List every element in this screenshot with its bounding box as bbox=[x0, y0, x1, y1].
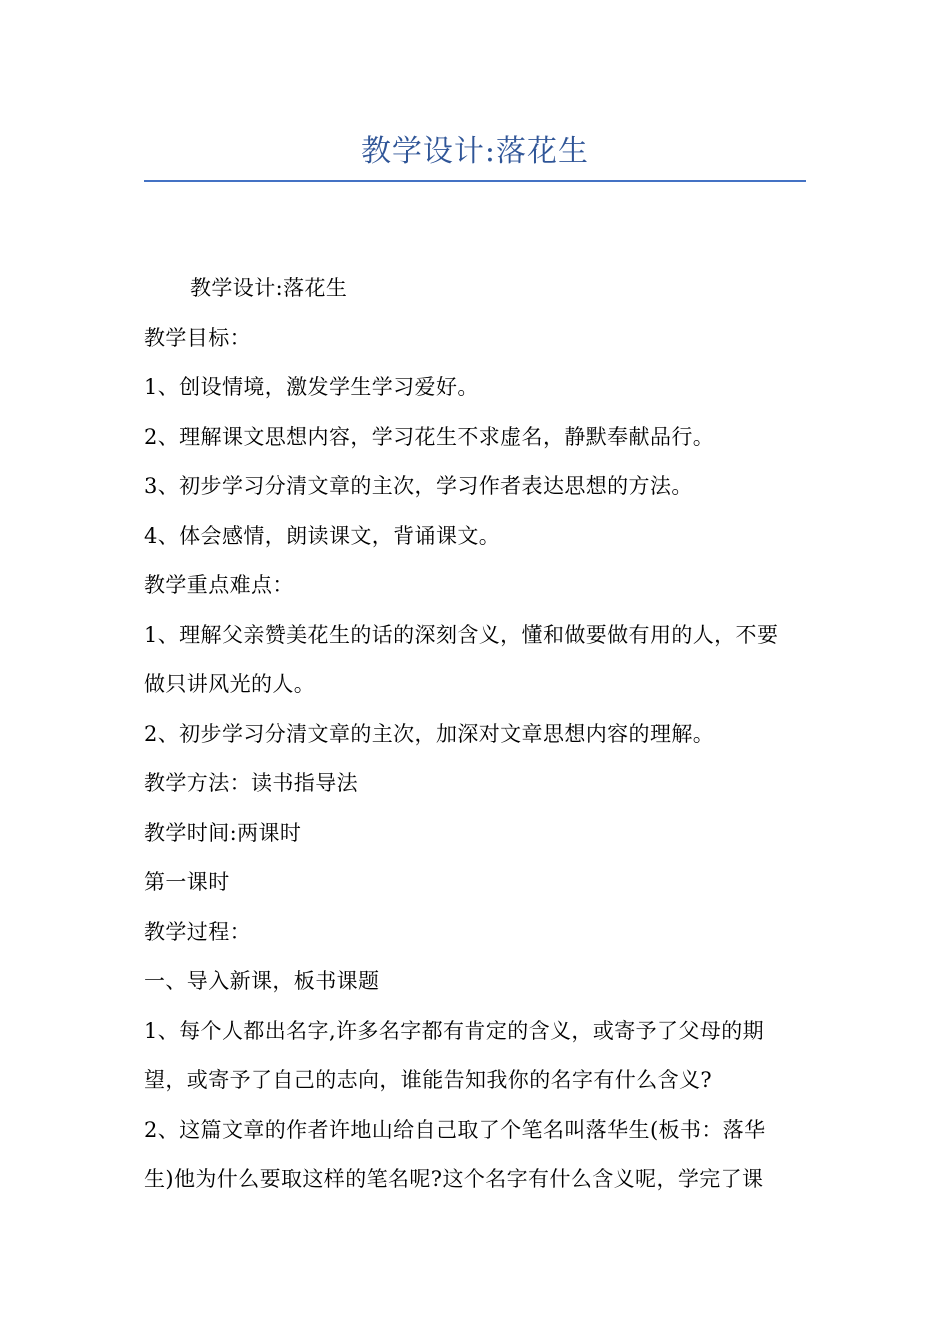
document-title: 教学设计:落花生 bbox=[360, 134, 590, 169]
paragraph-line: 一、导入新课，板书课题 bbox=[144, 969, 380, 993]
section-heading-process: 教学过程： bbox=[144, 919, 251, 944]
subtitle-line: 教学设计:落花生 bbox=[190, 276, 348, 300]
paragraph-line: 2、理解课文思想内容，学习花生不求虚名，静默奉献品行。 bbox=[144, 424, 715, 449]
paragraph-line: 生)他为什么要取这样的笔名呢?这个名字有什么含义呢，学完了课 bbox=[144, 1167, 764, 1191]
paragraph-line: 2、初步学习分清文章的主次，加深对文章思想内容的理解。 bbox=[144, 721, 715, 746]
paragraph-line: 3、初步学习分清文章的主次，学习作者表达思想的方法。 bbox=[144, 474, 693, 498]
section-heading-objectives: 教学目标： bbox=[144, 325, 251, 350]
paragraph-line: 1、每个人都出名字,许多名字都有肯定的含义，或寄予了父母的期 bbox=[144, 1018, 765, 1043]
paragraph-line: 1、理解父亲赞美花生的话的深刻含义，懂和做要做有用的人，不要 bbox=[144, 622, 779, 647]
paragraph-line: 2、这篇文章的作者许地山给自己取了个笔名叫落华生(板书：落华 bbox=[144, 1117, 766, 1142]
paragraph-line: 1、创设情境，激发学生学习爱好。 bbox=[144, 375, 479, 399]
paragraph-line: 望，或寄予了自己的志向，谁能告知我你的名字有什么含义? bbox=[144, 1068, 713, 1092]
paragraph-line: 教学时间:两课时 bbox=[144, 820, 302, 845]
document-body bbox=[144, 264, 809, 1205]
paragraph-line: 做只讲风光的人。 bbox=[144, 672, 316, 696]
section-heading-key-points: 教学重点难点： bbox=[144, 573, 294, 597]
paragraph-line: 4、体会感情，朗读课文，背诵课文。 bbox=[144, 523, 501, 548]
paragraph-line: 教学方法：读书指导法 bbox=[144, 771, 358, 795]
title-underline bbox=[144, 180, 806, 182]
section-heading-lesson-one: 第一课时 bbox=[144, 870, 230, 894]
